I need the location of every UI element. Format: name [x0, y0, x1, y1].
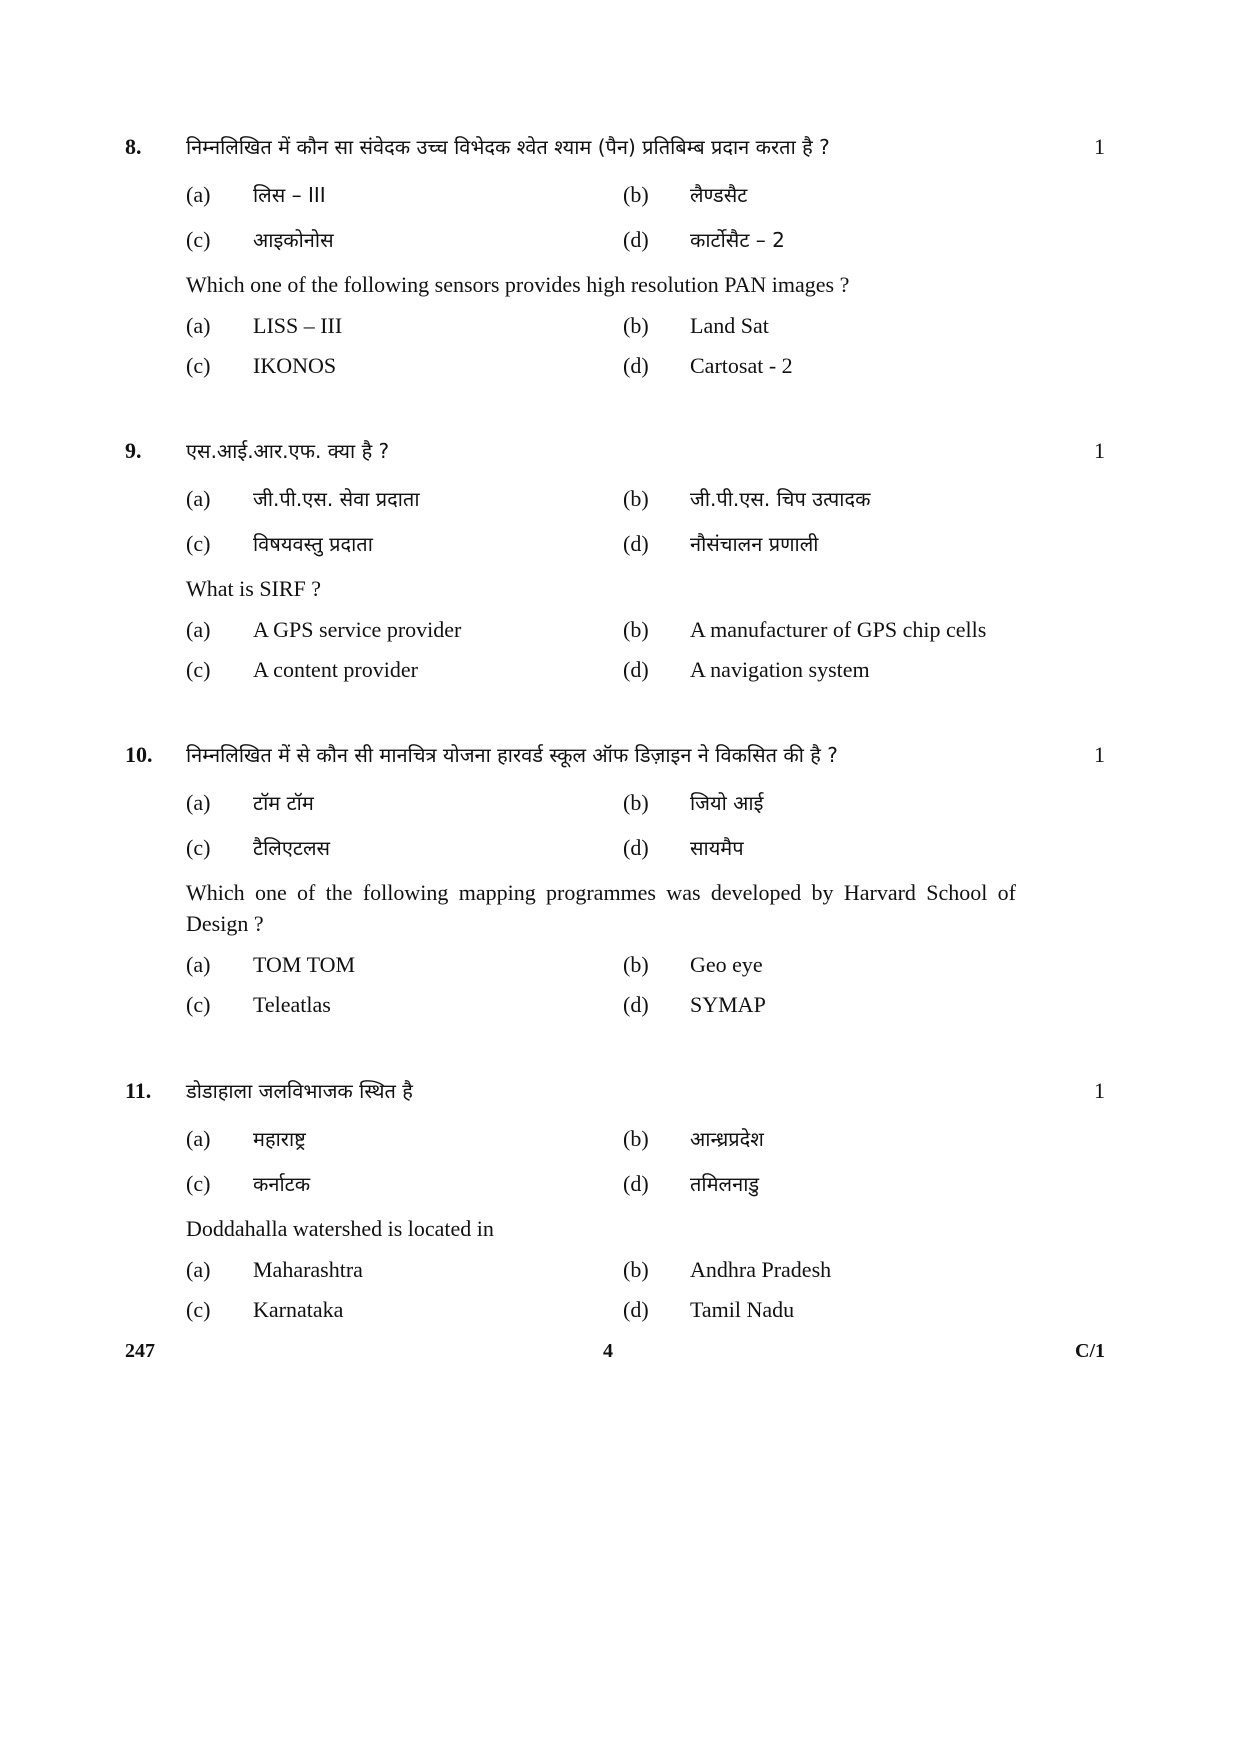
- english-options-row: [125, 948, 1105, 988]
- option-label: (c): [186, 353, 211, 378]
- page-number: 4: [603, 1340, 613, 1362]
- question-number: 8.: [125, 134, 142, 159]
- option-label: (b): [623, 486, 649, 511]
- hindi-stem: निम्नलिखित में से कौन सी मानचित्र योजना हारवर्ड स्कूल ऑफ डिज़ाइन ने विकसित की है ?: [186, 743, 838, 767]
- paper-code: 247: [125, 1340, 155, 1362]
- question-9: [125, 434, 1105, 693]
- question-marks: 1: [1094, 438, 1105, 463]
- option-text: आइकोनोस: [253, 228, 334, 252]
- option-label: (a): [186, 1257, 211, 1282]
- option-label: (a): [186, 617, 211, 642]
- option-label: (a): [186, 1126, 211, 1151]
- hindi-options-row: [125, 831, 1105, 877]
- option-label: (a): [186, 486, 211, 511]
- option-text: महाराष्ट्र: [253, 1127, 306, 1151]
- question-header: [125, 738, 1105, 778]
- option-label: (a): [186, 313, 211, 338]
- english-stem: Doddahalla watershed is located in: [186, 1216, 494, 1241]
- option-label: (d): [623, 1297, 649, 1322]
- option-text: जी.पी.एस. चिप उत्पादक: [690, 487, 871, 511]
- option-label: (c): [186, 1171, 211, 1196]
- option-text: Teleatlas: [253, 992, 331, 1017]
- option-text: Cartosat - 2: [690, 353, 793, 378]
- option-label: (d): [623, 353, 649, 378]
- option-label: (c): [186, 657, 211, 682]
- page-footer: [125, 1337, 1105, 1367]
- option-label: (b): [623, 617, 649, 642]
- option-text: नौसंचालन प्रणाली: [690, 532, 819, 556]
- option-label: (b): [623, 790, 649, 815]
- english-options-row: [125, 988, 1105, 1028]
- option-text: विषयवस्तु प्रदाता: [253, 532, 373, 556]
- option-text: A manufacturer of GPS chip cells: [690, 617, 987, 642]
- option-label: (d): [623, 1171, 649, 1196]
- option-label: (a): [186, 952, 211, 977]
- english-options-row: [125, 613, 1105, 653]
- english-options-row: [125, 1293, 1105, 1333]
- option-text: A content provider: [253, 657, 418, 682]
- option-label: (b): [623, 952, 649, 977]
- option-text: तमिलनाडु: [690, 1172, 760, 1196]
- english-stem: Which one of the following sensors provides high resolution PAN images ?: [186, 272, 850, 297]
- hindi-options-row: [125, 223, 1105, 269]
- hindi-options-row: [125, 482, 1105, 527]
- option-text: Karnataka: [253, 1297, 344, 1322]
- hindi-stem: डोडाहाला जलविभाजक स्थित है: [186, 1079, 413, 1103]
- option-text: Geo eye: [690, 952, 763, 977]
- option-label: (d): [623, 657, 649, 682]
- option-label: (b): [623, 1257, 649, 1282]
- question-marks: 1: [1094, 134, 1105, 159]
- option-label: (c): [186, 1297, 211, 1322]
- option-text: LISS – III: [253, 313, 343, 338]
- option-text: Maharashtra: [253, 1257, 363, 1282]
- question-11: [125, 1074, 1105, 1333]
- option-text: A navigation system: [690, 657, 870, 682]
- option-label: (a): [186, 182, 211, 207]
- english-options-row: [125, 309, 1105, 349]
- option-text: Tamil Nadu: [690, 1297, 795, 1322]
- hindi-stem: एस.आई.आर.एफ. क्या है ?: [186, 439, 390, 463]
- question-header: [125, 434, 1105, 474]
- english-stem: Which one of the following mapping programmes was developed by Harvard School of Design ?: [186, 880, 1016, 936]
- english-options-row: [125, 653, 1105, 693]
- option-label: (a): [186, 790, 211, 815]
- option-text: Andhra Pradesh: [690, 1257, 832, 1282]
- question-marks: 1: [1094, 1078, 1105, 1103]
- option-label: (c): [186, 835, 211, 860]
- option-label: (b): [623, 313, 649, 338]
- english-options-row: [125, 1253, 1105, 1293]
- hindi-stem: निम्नलिखित में कौन सा संवेदक उच्च विभेदक श्वेत श्याम (पैन) प्रतिबिम्ब प्रदान करता है ?: [186, 135, 830, 159]
- option-label: (b): [623, 1126, 649, 1151]
- question-number: 11.: [125, 1078, 152, 1103]
- option-text: TOM TOM: [253, 952, 356, 977]
- hindi-options-row: [125, 178, 1105, 223]
- option-text: SYMAP: [690, 992, 766, 1017]
- question-marks: 1: [1094, 742, 1105, 767]
- english-options-row: [125, 349, 1105, 389]
- option-text: टॉम टॉम: [253, 791, 314, 815]
- question-header: [125, 1074, 1105, 1114]
- option-label: (d): [623, 835, 649, 860]
- option-text: जी.पी.एस. सेवा प्रदाता: [253, 487, 420, 511]
- option-label: (d): [623, 227, 649, 252]
- option-text: कर्नाटक: [253, 1172, 311, 1196]
- option-text: आन्ध्रप्रदेश: [690, 1127, 764, 1151]
- hindi-options-row: [125, 527, 1105, 573]
- set-code: C/1: [1075, 1340, 1105, 1362]
- option-text: कार्टोसैट – 2: [690, 228, 785, 252]
- option-text: IKONOS: [253, 353, 337, 378]
- english-stem: What is SIRF ?: [186, 576, 322, 601]
- option-text: लैण्डसैट: [690, 183, 748, 207]
- option-label: (c): [186, 227, 211, 252]
- option-text: Land Sat: [690, 313, 769, 338]
- option-text: टैलिएटलस: [253, 836, 331, 860]
- question-number: 10.: [125, 742, 153, 767]
- option-text: A GPS service provider: [253, 617, 462, 642]
- option-text: जियो आई: [690, 791, 764, 815]
- option-text: सायमैप: [690, 836, 744, 860]
- question-number: 9.: [125, 438, 142, 463]
- question-8: [125, 130, 1105, 389]
- option-label: (d): [623, 992, 649, 1017]
- hindi-options-row: [125, 1122, 1105, 1167]
- option-label: (c): [186, 992, 211, 1017]
- option-label: (d): [623, 531, 649, 556]
- hindi-options-row: [125, 1167, 1105, 1213]
- option-label: (b): [623, 182, 649, 207]
- option-label: (c): [186, 531, 211, 556]
- option-text: लिस – III: [253, 183, 326, 207]
- hindi-options-row: [125, 786, 1105, 831]
- question-header: [125, 130, 1105, 170]
- question-10: [125, 738, 1105, 1028]
